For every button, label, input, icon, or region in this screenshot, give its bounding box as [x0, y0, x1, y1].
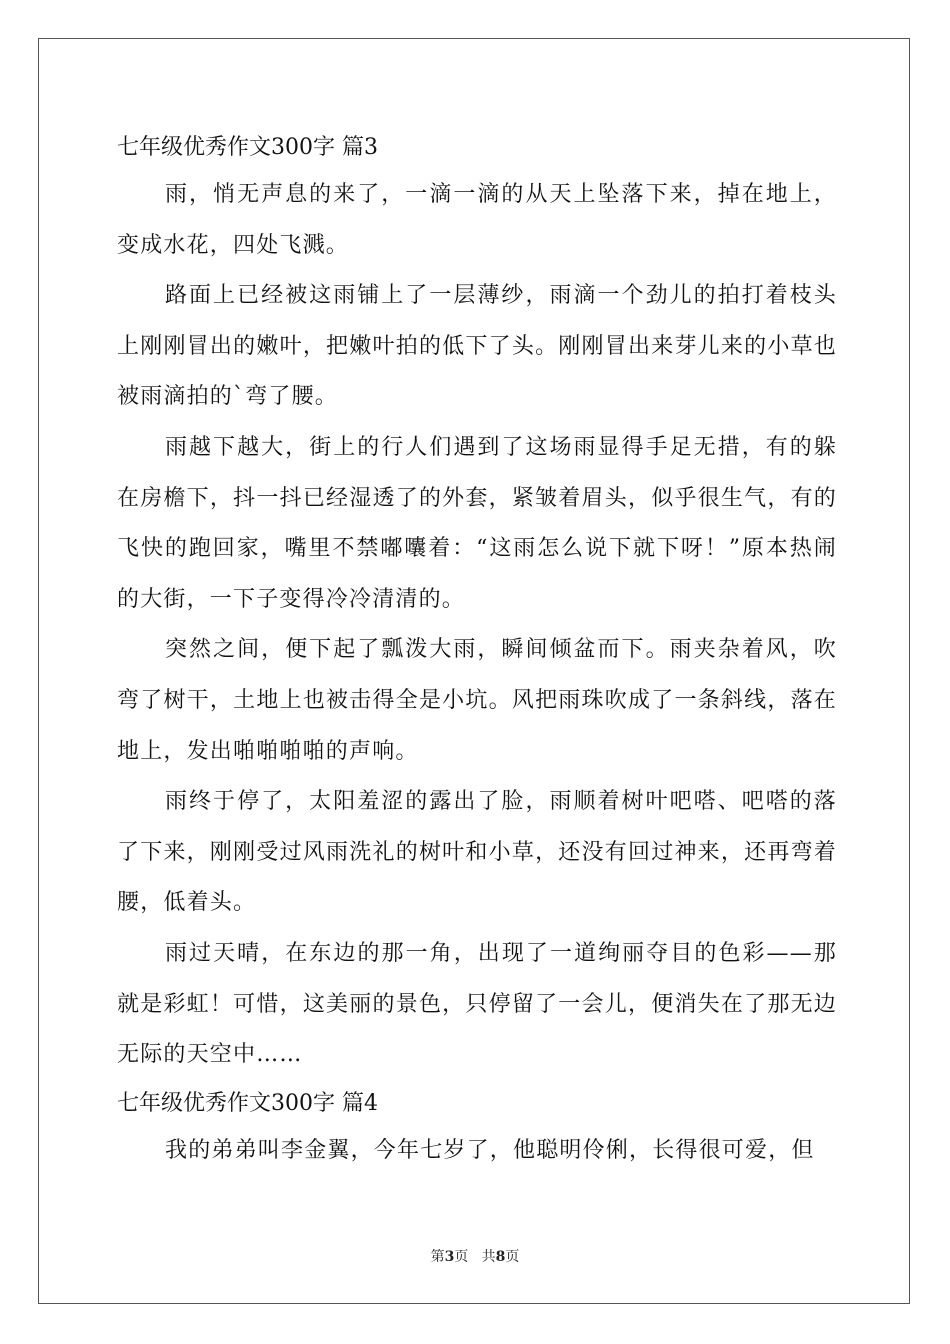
paragraph: 雨越下越大，街上的行人们遇到了这场雨显得手足无措，有的躲在房檐下，抖一抖已经湿透了的外套，紧皱着眉头，似乎很生气，有的飞快的跑回家，嘴里不禁嘟囔着：“这雨怎么说下就下呀！”原本热闹的大街，一下子变得冷冷清清的。: [117, 434, 837, 612]
paragraph: 雨终于停了，太阳羞涩的露出了脸，雨顺着树叶吧嗒、吧嗒的落了下来，刚刚受过风雨洗礼的树叶和小草，还没有回过神来，还再弯着腰，低着头。: [117, 789, 837, 916]
document-body: [117, 125, 837, 1176]
paragraph: 突然之间，便下起了瓢泼大雨，瞬间倾盆而下。雨夹杂着风，吹弯了树干，土地上也被击得全是小坑。风把雨珠吹成了一条斜线，落在地上，发出啪啪啪啪的声响。: [117, 637, 837, 764]
section-heading: 七年级优秀作文300字 篇4: [117, 1090, 378, 1116]
paragraph: 雨，悄无声息的来了，一滴一滴的从天上坠落下来，掉在地上，变成水花，四处飞溅。: [117, 182, 837, 258]
footer-middle: 页 共: [454, 1249, 496, 1265]
page-footer: [0, 1246, 950, 1266]
footer-page-number: 3: [444, 1249, 455, 1265]
section-heading: 七年级优秀作文300字 篇3: [117, 135, 378, 160]
footer-total-pages: 8: [495, 1249, 506, 1265]
paragraph: 路面上已经被这雨铺上了一层薄纱，雨滴一个劲儿的拍打着枝头上刚刚冒出的嫩叶，把嫩叶拍的低下了头。刚刚冒出来芽儿来的小草也被雨滴拍的`弯了腰。: [117, 283, 837, 410]
paragraph: 我的弟弟叫李金翼，今年七岁了，他聪明伶俐，长得很可爱，但: [165, 1137, 815, 1163]
footer-suffix: 页: [505, 1249, 520, 1265]
paragraph: 雨过天晴，在东边的那一角，出现了一道绚丽夺目的色彩——那就是彩虹！可惜，这美丽的景色，只停留了一会儿，便消失在了那无边无际的天空中……: [117, 940, 837, 1068]
footer-prefix: 第: [430, 1249, 445, 1265]
